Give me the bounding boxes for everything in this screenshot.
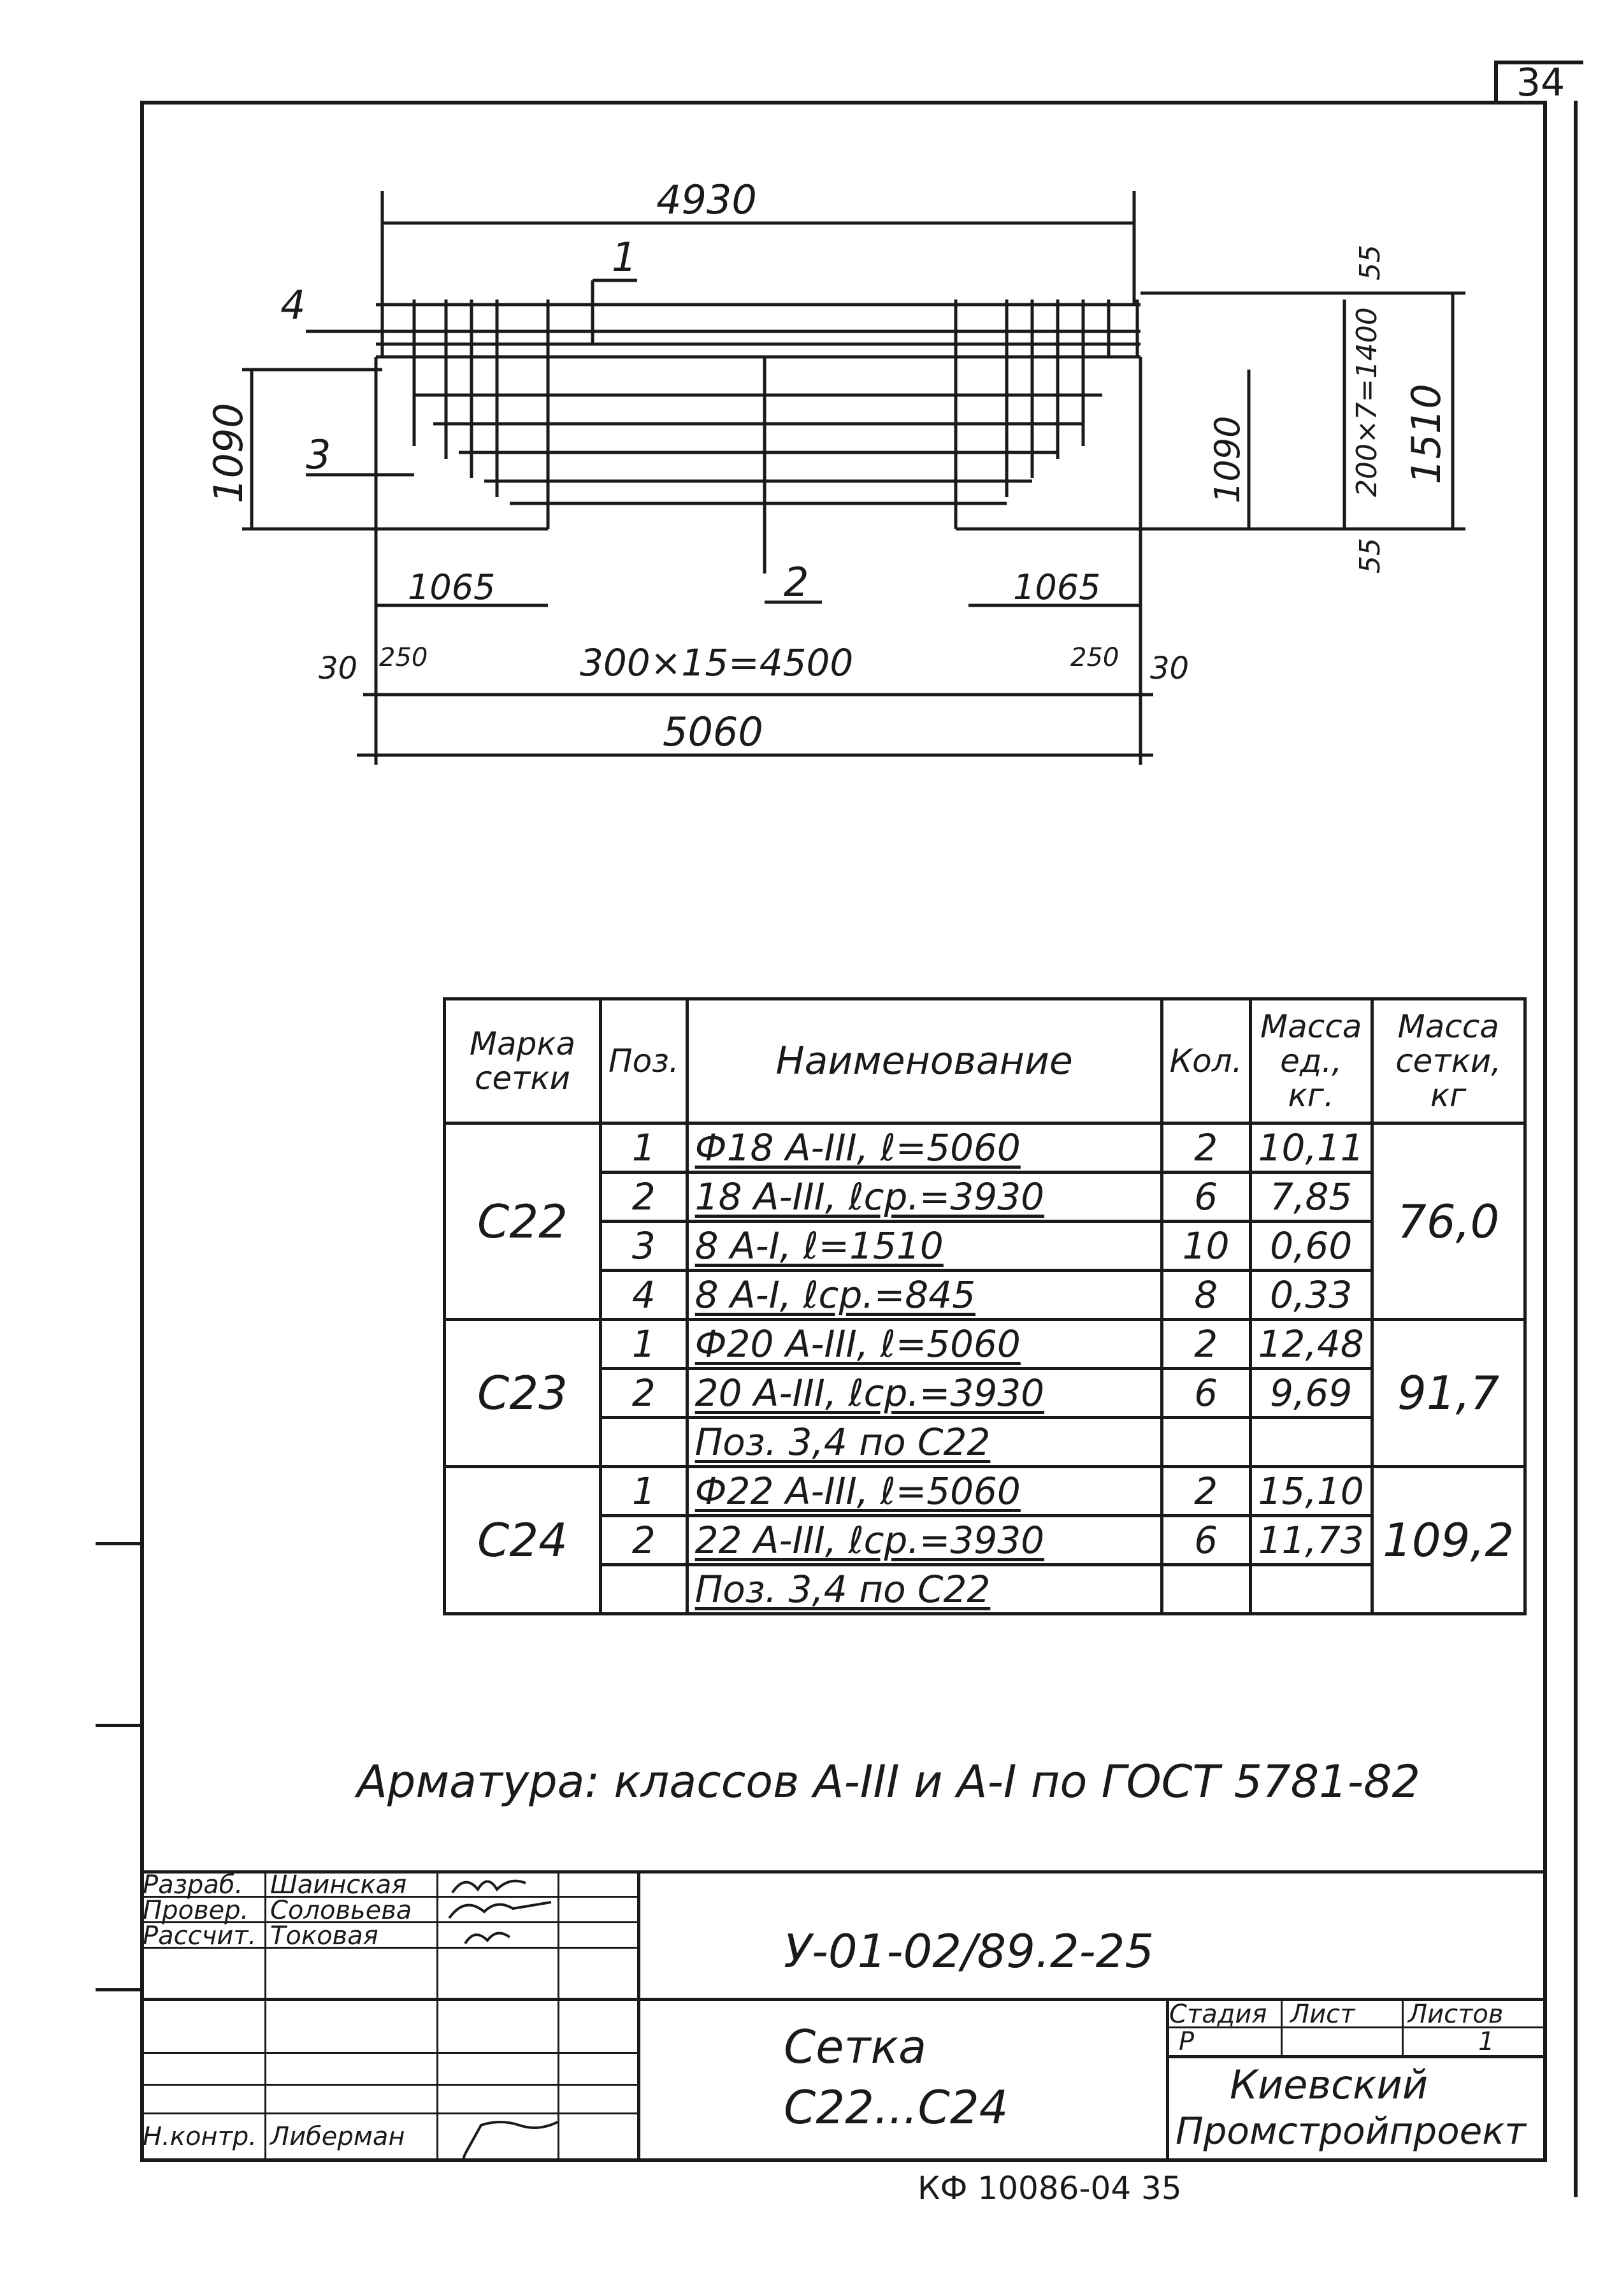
qty-cell: 2: [1162, 1320, 1250, 1369]
archive-stamp: КФ 10086-04 35: [917, 2170, 1182, 2207]
net-mass-cell: 91,7: [1372, 1320, 1525, 1467]
pos-cell: [601, 1418, 687, 1467]
unit-mass-cell: 10,11: [1250, 1123, 1372, 1173]
signature-mark: [443, 2154, 465, 2160]
qty-cell: 6: [1162, 1369, 1250, 1418]
stage-value: Р: [1179, 2027, 1195, 2056]
mesh-mark: С23: [445, 1320, 601, 1467]
dim-spacing-label: 300×15=4500: [580, 641, 854, 684]
table-row: [445, 1320, 1525, 1369]
qty-cell: 6: [1162, 1173, 1250, 1222]
dim-top-55-label: 55: [1354, 245, 1386, 280]
title-line-1: Сетка: [784, 2020, 927, 2074]
name-cell: 22 А-III, ℓср.=3930: [687, 1516, 1162, 1565]
role-label: Рассчит.: [143, 1921, 257, 1951]
title-line-2: С22...С24: [784, 2081, 1009, 2134]
name-cell: Ф22 А-III, ℓ=5060: [687, 1467, 1162, 1516]
unit-mass-cell: 15,10: [1250, 1467, 1372, 1516]
name-cell: Ф18 А-III, ℓ=5060: [687, 1123, 1162, 1173]
header-name: Наименование: [687, 999, 1162, 1123]
tb-line: [264, 1870, 266, 2160]
qty-cell: 2: [1162, 1123, 1250, 1173]
signatures: [440, 1870, 631, 2160]
unit-mass-cell: [1250, 1418, 1372, 1467]
dim-height-total-label: 1510: [1403, 384, 1450, 484]
qty-cell: 2: [1162, 1467, 1250, 1516]
pos-cell: 1: [601, 1123, 687, 1173]
tb-line: [637, 1870, 640, 2160]
sheet-label: Лист: [1290, 2000, 1355, 2029]
table-row: [445, 1369, 1525, 1418]
unit-mass-cell: 0,60: [1250, 1222, 1372, 1271]
dim-top-label: 4930: [656, 177, 757, 223]
pos-1-label: 1: [612, 234, 637, 280]
unit-mass-cell: [1250, 1565, 1372, 1614]
net-mass-cell: 109,2: [1372, 1467, 1525, 1614]
sheets-value: 1: [1478, 2027, 1495, 2056]
header-mark: Марка сетки: [445, 999, 601, 1123]
specification-table: [443, 997, 1527, 1615]
org-line-1: Киевский: [1230, 2061, 1428, 2108]
header-pos: Поз.: [601, 999, 687, 1123]
role-name: Токовая: [270, 1921, 378, 1951]
dim-height-left-label: 1090: [205, 403, 252, 503]
header-net-mass: Масса сетки, кг: [1372, 999, 1525, 1123]
name-cell: Поз. 3,4 по С22: [687, 1418, 1162, 1467]
table-row: [445, 1271, 1525, 1320]
tb-line: [1402, 1998, 1404, 2055]
dim-250-left-label: 250: [379, 643, 428, 672]
name-cell: Поз. 3,4 по С22: [687, 1565, 1162, 1614]
dim-30-right-label: 30: [1150, 651, 1190, 686]
table-header-row: [445, 999, 1525, 1123]
pos-cell: 2: [601, 1516, 687, 1565]
mesh-drawing: [0, 0, 1619, 828]
role-name: Шаинская: [270, 1870, 407, 1900]
title-block: [140, 1870, 1547, 2163]
qty-cell: [1162, 1565, 1250, 1614]
binding-tick: [96, 1542, 140, 1545]
role-name: Соловьева: [270, 1896, 412, 1925]
header-unit-mass: Масса ед., кг.: [1250, 999, 1372, 1123]
reinforcement-note: Арматура: классов А-III и А-I по ГОСТ 5781-82: [357, 1756, 1421, 1808]
qty-cell: 10: [1162, 1222, 1250, 1271]
tb-line: [436, 1870, 438, 2160]
pos-cell: 3: [601, 1222, 687, 1271]
name-cell: 20 А-III, ℓср.=3930: [687, 1369, 1162, 1418]
dim-250-right-label: 250: [1070, 643, 1119, 672]
role-name: Либерман: [270, 2122, 405, 2151]
table-row: [445, 1467, 1525, 1516]
header-qty: Кол.: [1162, 999, 1250, 1123]
pos-cell: 4: [601, 1271, 687, 1320]
pos-3-label: 3: [306, 431, 331, 478]
qty-cell: 8: [1162, 1271, 1250, 1320]
signature-mark: [452, 1881, 526, 1893]
pos-4-label: 4: [280, 282, 306, 328]
pos-cell: 1: [601, 1320, 687, 1369]
binding-tick: [96, 1988, 140, 1991]
table-row: [445, 1123, 1525, 1173]
binding-tick: [96, 1724, 140, 1727]
role-label: Н.контр.: [143, 2122, 257, 2151]
signature-mark: [465, 2122, 558, 2154]
name-cell: 8 А-I, ℓ=1510: [687, 1222, 1162, 1271]
name-cell: 18 А-III, ℓср.=3930: [687, 1173, 1162, 1222]
unit-mass-cell: 7,85: [1250, 1173, 1372, 1222]
name-cell: Ф20 А-III, ℓ=5060: [687, 1320, 1162, 1369]
table-row: [445, 1516, 1525, 1565]
dim-vert-spacing-label: 200×7=1400: [1351, 307, 1383, 497]
qty-cell: 6: [1162, 1516, 1250, 1565]
mesh-mark: С22: [445, 1123, 601, 1320]
pos-cell: 1: [601, 1467, 687, 1516]
document-code: У-01-02/89.2-25: [784, 1924, 1155, 1978]
table-row: [445, 1173, 1525, 1222]
dim-1065-right-label: 1065: [1013, 567, 1101, 607]
dim-30-left-label: 30: [319, 651, 358, 686]
role-label: Провер.: [143, 1896, 249, 1925]
org-line-2: Промстройпроект: [1176, 2109, 1527, 2153]
pos-cell: 2: [601, 1369, 687, 1418]
pos-cell: [601, 1565, 687, 1614]
dim-1065-left-label: 1065: [408, 567, 496, 607]
dim-height-inner-label: 1090: [1207, 415, 1248, 503]
unit-mass-cell: 11,73: [1250, 1516, 1372, 1565]
table-row: [445, 1222, 1525, 1271]
pos-cell: 2: [601, 1173, 687, 1222]
unit-mass-cell: 0,33: [1250, 1271, 1372, 1320]
dim-bottom-55-label: 55: [1354, 538, 1386, 574]
signature-mark: [465, 1933, 510, 1944]
net-mass-cell: 76,0: [1372, 1123, 1525, 1320]
role-label: Разраб.: [143, 1870, 243, 1900]
dim-bottom-label: 5060: [663, 709, 763, 755]
signature-mark: [449, 1902, 551, 1918]
stage-label: Стадия: [1169, 2000, 1267, 2029]
mesh-mark: С24: [445, 1467, 601, 1614]
table-row: [445, 1418, 1525, 1467]
name-cell: 8 А-I, ℓср.=845: [687, 1271, 1162, 1320]
tb-line: [1281, 1998, 1283, 2055]
sheets-label: Листов: [1408, 2000, 1504, 2029]
pos-2-label: 2: [784, 559, 809, 605]
sheet-number: 34: [1516, 61, 1565, 105]
qty-cell: [1162, 1418, 1250, 1467]
unit-mass-cell: 12,48: [1250, 1320, 1372, 1369]
unit-mass-cell: 9,69: [1250, 1369, 1372, 1418]
table-row: [445, 1565, 1525, 1614]
